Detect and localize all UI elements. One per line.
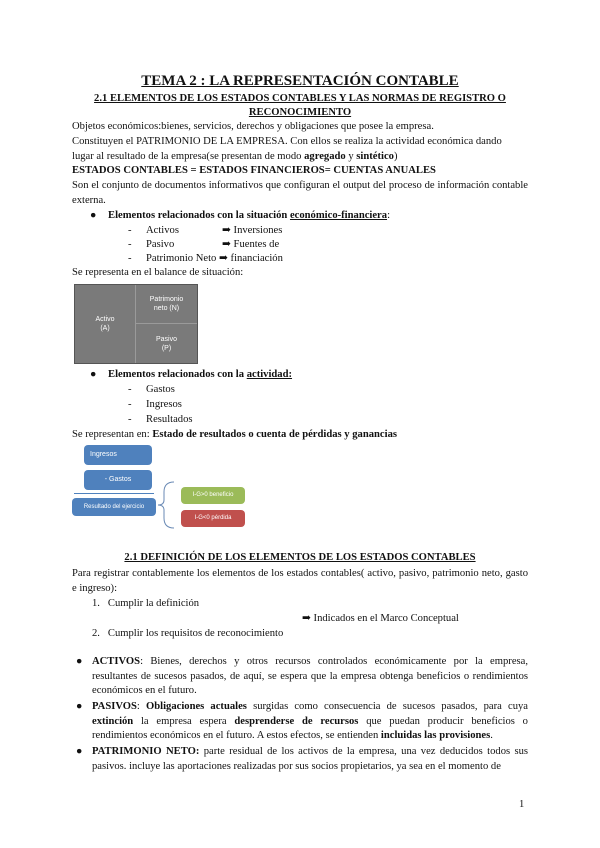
activos-definition: ACTIVOS: Bienes, derechos y otros recursos controlados económicamente por la empresa, resultantes de sucesos pasados, de aquí, se espera que la empresa obtenga beneficios o rendimientos económicos en el futuro. <box>92 656 528 697</box>
estados-heading: ESTADOS CONTABLES = ESTADOS FINANCIEROS= CUENTAS ANUALES <box>72 165 436 176</box>
balance-pasivo: Pasivo (P) <box>155 335 177 352</box>
arrow-icon: ➡ <box>219 253 228 264</box>
diagram-gastos: - Gastos <box>84 470 152 490</box>
item-patrimonio-neto: Patrimonio Neto <box>146 253 217 264</box>
arrow-fuentes: ➡ Fuentes de <box>222 239 280 250</box>
balance-diagram <box>74 284 198 364</box>
bullet-icon: ● <box>76 746 83 757</box>
section2-heading: 2.1 DEFINICIÓN DE LOS ELEMENTOS DE LOS ESTADOS CONTABLES <box>124 552 476 563</box>
dash: - <box>128 239 132 250</box>
pasivos-definition: PASIVOS: Obligaciones actuales surgidas como consecuencia de sucesos pasados, para cuya extinción la empresa espera desprenderse de recursos que puedan producir beneficios o rendimientos económicos en el futuro. A estos efectos, se entienden incluidas las provisiones. <box>92 701 528 742</box>
estado-resultados-line: Se representan en: Estado de resultados o cuenta de pérdidas y ganancias <box>72 429 397 440</box>
balance-patrimonio: Patrimonio neto (N) <box>136 285 197 324</box>
arrow-icon: ➡ <box>222 225 231 236</box>
arrow-icon: ➡ <box>222 239 231 250</box>
patrimonio-neto-definition: PATRIMONIO NETO: parte residual de los activos de la empresa, una vez deducidos todos sus pasivos. incluye las aportaciones realizadas por sus socios propietarios, ya sea en el momento de <box>92 746 528 772</box>
dash: - <box>128 399 132 410</box>
page-number: 1 <box>519 799 525 810</box>
diagram-perdida: I-G<0 pérdida <box>181 510 245 527</box>
item-activos: Activos <box>146 225 179 236</box>
item-gastos: Gastos <box>146 384 175 395</box>
bullet-economico: Elementos relacionados con la situación económico-financiera: <box>108 210 391 221</box>
dash: - <box>128 253 132 264</box>
step-1: 1. Cumplir la definición <box>92 598 200 609</box>
diagram-beneficio: I-G>0 beneficio <box>181 487 245 504</box>
bullet-icon: ● <box>76 701 83 712</box>
bullet-actividad: Elementos relacionados con la actividad: <box>108 369 293 380</box>
diagram-brace <box>156 480 180 530</box>
arrow-icon: ➡ <box>302 613 311 624</box>
item-resultados: Resultados <box>146 414 193 425</box>
diagram-resultado: Resultado del ejercicio <box>72 498 156 516</box>
bullet-icon: ● <box>90 369 97 380</box>
dash: - <box>128 414 132 425</box>
diagram-ingresos: Ingresos <box>84 445 152 465</box>
dash: - <box>128 225 132 236</box>
dash: - <box>128 384 132 395</box>
section2-intro: Para registrar contablemente los elementos de los estados contables( activo, pasivo, patrimonio neto, gasto e ingreso): <box>72 568 528 594</box>
bullet-icon: ● <box>90 210 97 221</box>
item-pasivo: Pasivo <box>146 239 175 250</box>
arrow-inversiones: ➡ Inversiones <box>222 225 283 236</box>
balance-activo: Activo (A) <box>75 285 136 363</box>
arrow-financiacion: ➡ financiación <box>219 253 283 264</box>
objects-line: Objetos económicos:bienes, servicios, derechos y obligaciones que posee la empresa. <box>72 121 434 132</box>
step-2: 2. Cumplir los requisitos de reconocimiento <box>92 628 284 639</box>
balance-line: Se representa en el balance de situación: <box>72 267 244 278</box>
patrimonio-line: Constituyen el PATRIMONIO DE LA EMPRESA. Con ellos se realiza la actividad económica dando <box>72 136 502 147</box>
resultado-line: lugar al resultado de la empresa(se presentan de modo agregado y sintético) <box>72 151 398 162</box>
estados-definition: Son el conjunto de documentos informativos que configuran el output del proceso de información contable externa. <box>72 180 528 206</box>
diagram-sum-line <box>74 493 154 494</box>
bullet-icon: ● <box>76 656 83 667</box>
section1-heading: 2.1 ELEMENTOS DE LOS ESTADOS CONTABLES Y LAS NORMAS DE REGISTRO O RECONOCIMIENTO <box>94 93 506 118</box>
page-title: TEMA 2 : LA REPRESENTACIÓN CONTABLE <box>141 73 459 89</box>
item-ingresos: Ingresos <box>146 399 182 410</box>
marco-note: ➡ Indicados en el Marco Conceptual <box>302 613 459 624</box>
